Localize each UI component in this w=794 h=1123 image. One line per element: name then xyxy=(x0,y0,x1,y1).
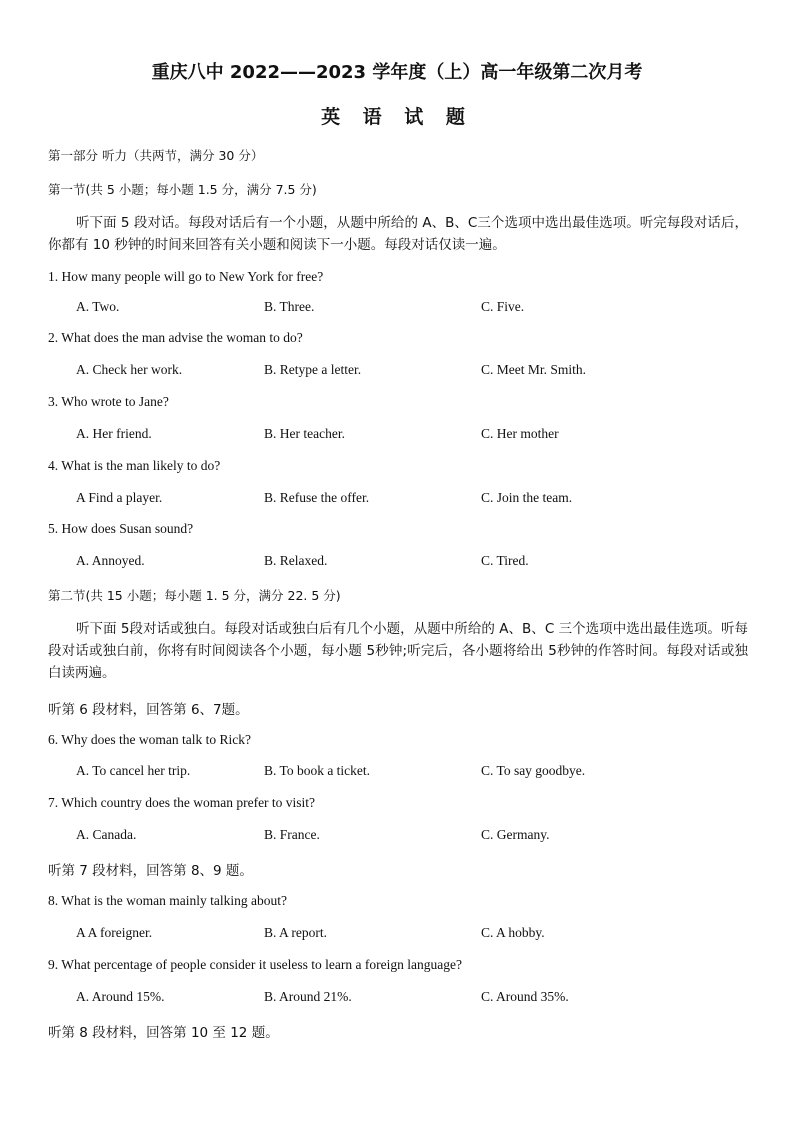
option-b: B. Refuse the offer. xyxy=(264,490,370,505)
option-c: C. Her mother xyxy=(481,426,559,441)
option-a: A Find a player. xyxy=(76,490,163,505)
question-3-options xyxy=(0,426,794,446)
option-a: A A foreigner. xyxy=(76,925,153,940)
material-7-instruction: 听第 7 段材料，回答第 8、9 题。 xyxy=(48,863,253,879)
option-a: A. Her friend. xyxy=(76,426,152,441)
option-c: C. Five. xyxy=(481,299,525,314)
exam-title: 重庆八中 2022——2023 学年度（上）高一年级第二次月考 xyxy=(151,62,643,83)
option-a: A. To cancel her trip. xyxy=(76,763,191,778)
question-4-stem: 4. What is the man likely to do? xyxy=(48,458,221,473)
material-8-instruction: 听第 8 段材料，回答第 10 至 12 题。 xyxy=(48,1025,279,1041)
option-c: C. Germany. xyxy=(481,827,550,842)
question-8-options xyxy=(0,925,794,945)
option-b: B. A report. xyxy=(264,925,327,940)
question-1-options xyxy=(0,299,794,319)
option-c: C. Join the team. xyxy=(481,490,573,505)
option-a: A. Around 15%. xyxy=(76,989,165,1004)
option-c: C. Around 35%. xyxy=(481,989,569,1004)
question-7-stem: 7. Which country does the woman prefer to visit? xyxy=(48,795,316,810)
exam-subtitle: 英 语 试 题 xyxy=(321,106,473,128)
section2-instructions: 听下面 5段对话或独白。每段对话或独白后有几个小题，从题中所给的 A、B、C 三个选项中选出最佳选项。听每段对话或独白前，你将有时间阅读各个小题，每小题 5秒钟;听完后，各小题将给出 5秒钟的作答时间。每段对话或独白读两遍。 xyxy=(48,621,748,681)
section1-heading: 第一节(共 5 小题；每小题 1.5 分，满分 7.5 分) xyxy=(48,182,317,197)
question-2-options xyxy=(0,362,794,382)
section2-heading: 第二节(共 15 小题；每小题 1. 5 分，满分 22. 5 分) xyxy=(48,588,341,603)
option-b: B. France. xyxy=(264,827,320,842)
question-5-options xyxy=(0,553,794,573)
option-b: B. Relaxed. xyxy=(264,553,328,568)
section1-instructions: 听下面 5 段对话。每段对话后有一个小题，从题中所给的 A、B、C三个选项中选出最佳选项。听完每段对话后，你都有 10 秒钟的时间来回答有关小题和阅读下一小题。每段对话仅读一遍。 xyxy=(48,215,748,253)
option-c: C. Meet Mr. Smith. xyxy=(481,362,587,377)
option-b: B. Around 21%. xyxy=(264,989,352,1004)
option-a: A. Two. xyxy=(76,299,120,314)
material-6-instruction: 听第 6 段材料，回答第 6、7题。 xyxy=(48,702,249,718)
option-c: C. A hobby. xyxy=(481,925,545,940)
option-a: A. Check her work. xyxy=(76,362,183,377)
question-4-options xyxy=(0,490,794,510)
question-8-stem: 8. What is the woman mainly talking about? xyxy=(48,893,287,908)
option-b: B. Her teacher. xyxy=(264,426,345,441)
part1-heading: 第一部分 听力（共两节，满分 30 分） xyxy=(48,148,264,163)
option-b: B. To book a ticket. xyxy=(264,763,371,778)
question-5-stem: 5. How does Susan sound? xyxy=(48,521,194,536)
question-9-stem: 9. What percentage of people consider it useless to learn a foreign language? xyxy=(48,957,462,972)
option-c: C. Tired. xyxy=(481,553,529,568)
option-a: A. Canada. xyxy=(76,827,137,842)
question-6-stem: 6. Why does the woman talk to Rick? xyxy=(48,732,251,747)
option-a: A. Annoyed. xyxy=(76,553,145,568)
option-b: B. Retype a letter. xyxy=(264,362,362,377)
option-b: B. Three. xyxy=(264,299,315,314)
question-6-options xyxy=(0,763,794,783)
question-7-options xyxy=(0,827,794,847)
question-1-stem: 1. How many people will go to New York for free? xyxy=(48,269,324,284)
question-9-options xyxy=(0,989,794,1009)
option-c: C. To say goodbye. xyxy=(481,763,586,778)
question-2-stem: 2. What does the man advise the woman to do? xyxy=(48,330,303,345)
question-3-stem: 3. Who wrote to Jane? xyxy=(48,394,169,409)
